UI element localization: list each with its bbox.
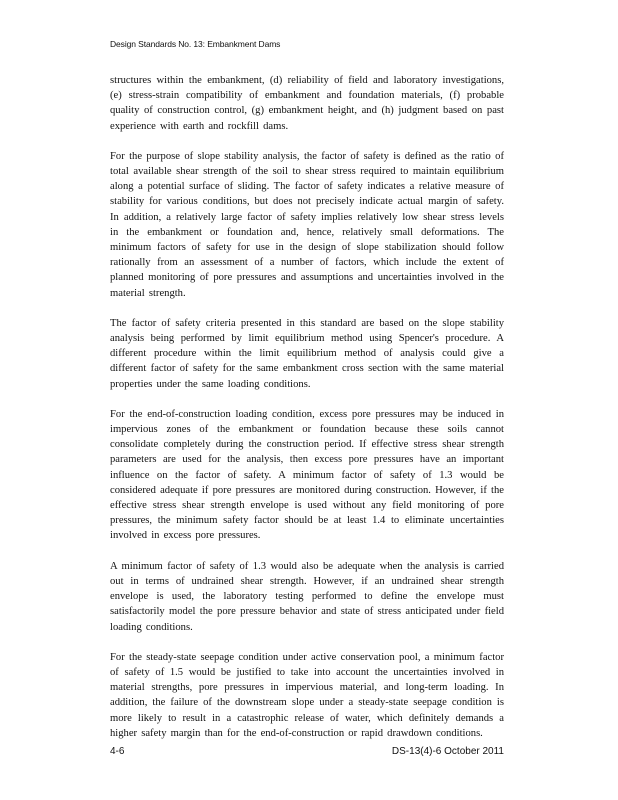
- document-id-date: DS-13(4)-6 October 2011: [391, 746, 504, 757]
- page-number: 4-6: [110, 746, 125, 757]
- paragraph-safety-criteria-method: The factor of safety criteria presented in this standard are based on the slope stability analysis being performed by limit equilibrium method using Spencer's procedure. A different procedure within the limit equilibrium method of analysis could give a different factor of safety for the same embankment cross section with the same material properties under the same loading conditions.: [110, 317, 504, 390]
- body-text: [110, 73, 504, 756]
- paragraph-continuation: structures within the embankment, (d) reliability of field and laboratory investigations, (e) stress-strain compatibility of embankment and foundation materials, (f) probable quality of construction control, (g) embankment height, and (h) judgment based on past experience with earth and rockfill dams.: [110, 75, 504, 132]
- paragraph-undrained-strength: A minimum factor of safety of 1.3 would also be adequate when the analysis is carried out in terms of undrained shear strength. However, if an undrained shear strength envelope is used, the laboratory testing performed to define the envelope must satisfactorily model the pore pressure behavior and state of stress anticipated under field loading conditions.: [110, 560, 504, 633]
- paragraph-end-of-construction: For the end-of-construction loading condition, excess pore pressures may be induced in impervious zones of the embankment or foundation because these soils cannot consolidate completely during the construction period. If effective stress shear strength parameters are used for the analysis, then excess pore pressures have an important influence on the factor of safety. A minimum factor of safety of 1.3 would be considered adequate if pore pressures are monitored during construction. However, if the effective stress shear strength envelope is used without any field monitoring of pore pressures, the minimum safety factor should be at least 1.4 to eliminate uncertainties involved in excess pore pressures.: [110, 408, 504, 542]
- running-header: Design Standards No. 13: Embankment Dams: [110, 39, 281, 49]
- paragraph-factor-of-safety-definition: For the purpose of slope stability analysis, the factor of safety is defined as the ratio of total available shear strength of the soil to shear stress required to maintain equilibrium along a potential surface of sliding. The factor of safety indicates a relative measure of stability for various conditions, but does not precisely indicate actual margin of safety. In addition, a relatively large factor of safety implies relatively low shear stress levels in the embankment or foundation and, hence, relatively small deformations. The minimum factors of safety for use in the design of slope stabilization should follow rationally from an assessment of a number of factors, which include the extent of planned monitoring of pore pressures and assumptions and uncertainties involved in the material strength.: [110, 150, 504, 299]
- paragraph-steady-state-seepage: For the steady-state seepage condition under active conservation pool, a minimum factor of safety of 1.5 would be justified to take into account the uncertainties involved in material strengths, pore pressures in impervious material, and long-term loading. In addition, the failure of the downstream slope under a steady-state seepage condition is more likely to result in a catastrophic release of water, which definitely demands a higher safety margin than for the end-of-construction or rapid drawdown conditions.: [110, 651, 504, 739]
